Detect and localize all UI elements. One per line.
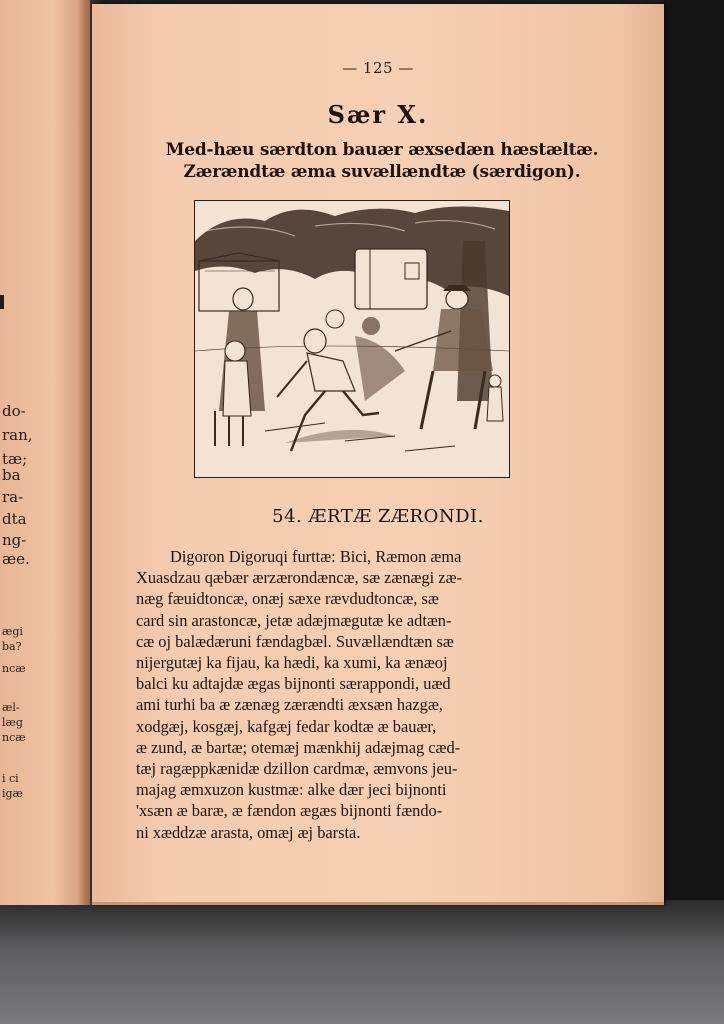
body-line: tæj ragæppkænidæ dzillon cardmæ, æmvons jeu- xyxy=(136,759,458,779)
body-line: ami turhi ba æ zænæg zærændti æxsæn hazgæ, xyxy=(136,695,443,715)
body-line: card sin arastoncæ, jetæ adæjmægutæ ke adtæn- xyxy=(136,610,452,630)
body-line: Digoron Digoruqi furttæ: Bici, Ræmon æma xyxy=(170,547,462,566)
left-page-fragment: ba xyxy=(2,466,21,484)
left-page-fragment: ng- xyxy=(2,531,27,549)
body-line: Xuasdzau qæbær ærzærondæncæ, sæ zænægi zæ- xyxy=(136,568,462,588)
section-title: Sær X. xyxy=(327,100,429,129)
body-line: balci ku adtajdæ ægas bijnonti særappondi, uæd xyxy=(136,674,451,694)
left-page-fragment: i ci xyxy=(2,772,19,785)
subtitle-line: Med-hæu særdton bauær æxsedæn hæstæltæ. xyxy=(165,140,599,160)
body-line: cæ oj balædæruni fændagbæl. Suvællændtæn sæ xyxy=(136,631,454,651)
left-page-fragment: æe. xyxy=(2,550,30,568)
body-line: nijergutæj ka fijau, ka hædi, ka xumi, ka ænæoj xyxy=(136,653,448,673)
left-page-fragment: ran, xyxy=(2,426,33,444)
body-line: xodgæj, kosgæj, kafgæj fedar kodtæ æ bauær, xyxy=(136,716,437,736)
left-page-fragment: ægi xyxy=(2,625,23,638)
left-page-strip xyxy=(0,0,90,905)
chapter-title: 54. ÆRTÆ ZÆRONDI. xyxy=(272,506,484,527)
page-number: — 125 — xyxy=(342,59,414,77)
body-line: næg fæuidtoncæ, onæj sæxe rævdudtoncæ, sæ xyxy=(136,589,439,609)
illustration-engraving xyxy=(194,200,510,478)
left-page-fragment: ba? xyxy=(2,640,22,653)
left-page-fragment: æl- xyxy=(2,701,20,714)
body-line: 'xsæn æ baræ, æ fændon ægæs bijnonti fændo- xyxy=(136,801,443,821)
dark-background xyxy=(664,0,724,900)
ink-mark xyxy=(0,295,4,309)
left-page-fragment: læg xyxy=(2,716,23,729)
book-page xyxy=(92,4,664,905)
left-page-fragment: dta xyxy=(2,510,27,528)
subtitle-line: Zærændtæ æma suvællændtæ (særdigon). xyxy=(183,162,581,182)
left-page-fragment: ra- xyxy=(2,488,24,506)
desk-background xyxy=(0,900,724,1024)
left-page-fragment: do- xyxy=(2,402,26,420)
body-line: majag æmxuzon kustmæ: alke dær jeci bijnonti xyxy=(136,780,447,800)
left-page-fragment: tæ; xyxy=(2,450,28,468)
body-line: æ zund, æ bartæ; otemæj mænkhij adæjmag cæd- xyxy=(136,737,461,757)
body-line: ni xæddzæ arasta, omæj æj barsta. xyxy=(136,822,361,842)
left-page-fragment: igæ xyxy=(2,787,23,800)
left-page-fragment: ncæ xyxy=(2,662,26,675)
body-paragraph xyxy=(136,546,576,843)
left-page-fragment: ncæ xyxy=(2,731,26,744)
